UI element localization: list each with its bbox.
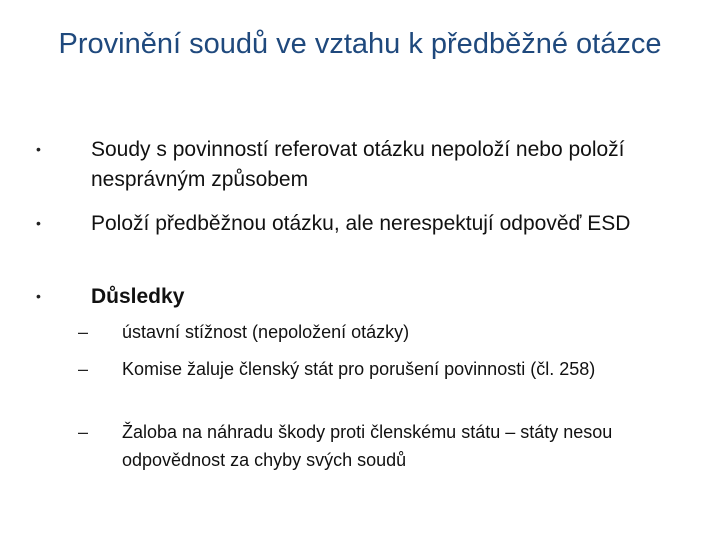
bullet-marker: • bbox=[36, 215, 41, 231]
dash-marker: – bbox=[78, 359, 89, 379]
subbullet-text: ústavní stížnost (nepoložení otázky) bbox=[122, 322, 410, 342]
slide-title: Provinění soudů ve vztahu k předběžné otázce bbox=[58, 28, 662, 60]
dash-marker: – bbox=[78, 422, 89, 442]
subbullet-text: Komise žaluje členský stát pro porušení povinnosti (čl. 258) bbox=[122, 359, 596, 379]
bullet-marker: • bbox=[36, 141, 41, 157]
bullet-marker: • bbox=[36, 288, 41, 304]
bullet-text: Položí předběžnou otázku, ale nerespektují odpověď ESD bbox=[91, 212, 631, 235]
subbullet-text: Žaloba na náhradu škody proti členskému státu – státy nesou odpovědnost za chyby svých soudů bbox=[122, 422, 613, 470]
dash-marker: – bbox=[78, 322, 89, 342]
bullet-text-consequences: Důsledky bbox=[91, 285, 185, 308]
bullet-text: Soudy s povinností referovat otázku nepoloží nebo položí nesprávným způsobem bbox=[91, 138, 625, 191]
